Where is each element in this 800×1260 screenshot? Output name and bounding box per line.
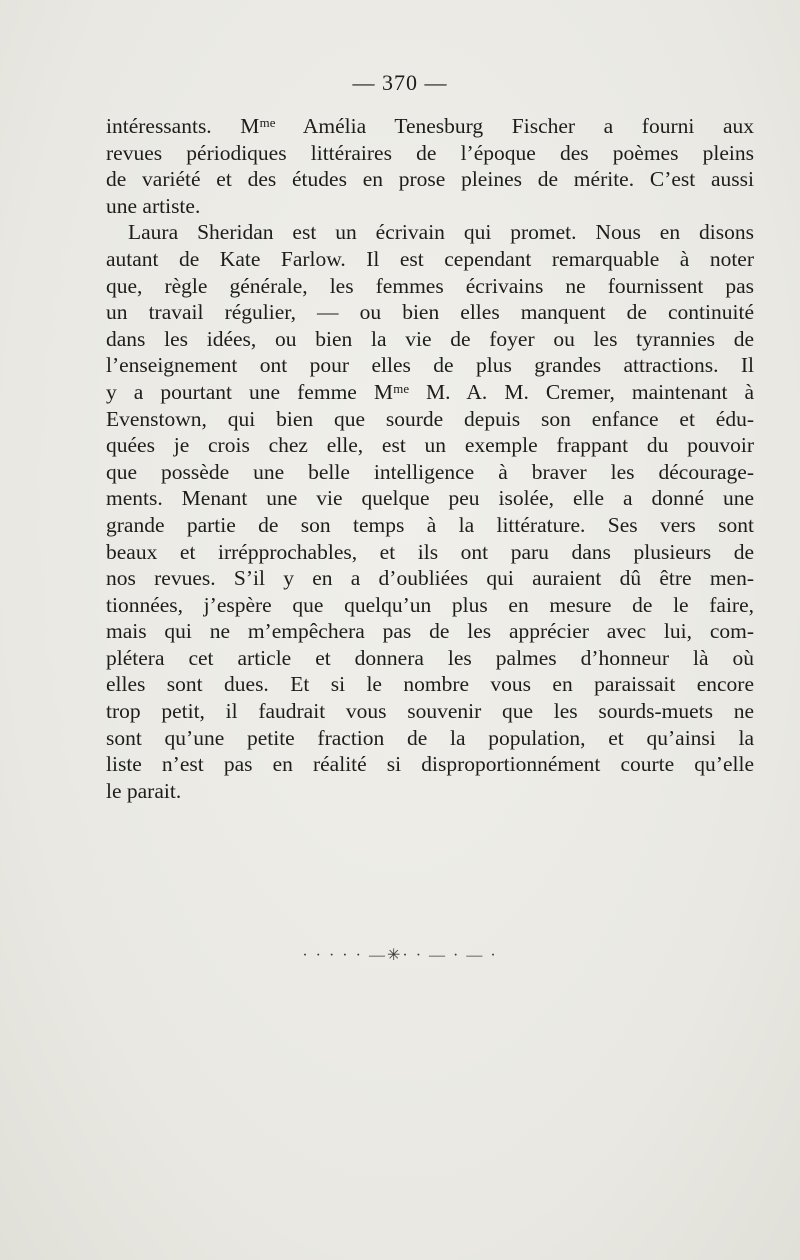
text-line: y a pourtant une femme Mᵐᵉ M. A. M. Cremer, maintenant à — [106, 379, 754, 404]
text-line: intéressants. Mᵐᵉ Amélia Tenesburg Fischer a fourni aux — [106, 114, 754, 138]
text-line: elles sont dues. Et si le nombre vous en paraissait encore — [106, 672, 754, 697]
text-line: plétera cet article et donnera les palmes d’honneur là où — [106, 645, 754, 670]
text-line: ments. Menant une vie quelque peu isolée, elle a donné une — [106, 486, 754, 511]
text-line: liste n’est pas en réalité si disproportionnément courte qu’elle — [106, 752, 754, 777]
text-line: grande partie de son temps à la littérature. Ses vers sont — [106, 512, 754, 537]
body-text — [106, 113, 754, 804]
text-line: de variété et des études en prose pleines de mérite. C’est aussi — [106, 167, 754, 192]
text-line: autant de Kate Farlow. Il est cependant remarquable à noter — [106, 246, 754, 271]
text-line: l’enseignement ont pour elles de plus grandes attractions. Il — [106, 353, 754, 378]
text-line: Evenstown, qui bien que sourde depuis son enfance et édu- — [106, 406, 754, 431]
end-ornament: · · · · · —✳· · — · — · — [302, 947, 498, 964]
text-line: un travail régulier, — ou bien elles manquent de continuité — [106, 300, 754, 325]
text-line: mais qui ne m’empêchera pas de les apprécier avec lui, com- — [106, 619, 754, 644]
text-line: une artiste. — [106, 193, 201, 218]
text-line: que, règle générale, les femmes écrivains ne fournissent pas — [106, 273, 754, 298]
text-line: trop petit, il faudrait vous souvenir que les sourds-muets ne — [106, 699, 754, 724]
text-line: beaux et irrépprochables, et ils ont paru dans plusieurs de — [106, 539, 754, 564]
text-line: nos revues. S’il y en a d’oubliées qui auraient dû être men- — [106, 566, 754, 591]
text-line: que possède une belle intelligence à braver les décourage- — [106, 459, 754, 484]
text-line: le parait. — [106, 778, 182, 803]
text-line: revues périodiques littéraires de l’époque des poèmes pleins — [106, 140, 754, 165]
text-line: Laura Sheridan est un écrivain qui promet. Nous en disons — [128, 220, 754, 245]
page-number: — 370 — — [352, 70, 448, 95]
text-line: quées je crois chez elle, est un exemple frappant du pouvoir — [106, 433, 754, 458]
text-line: tionnées, j’espère que quelqu’un plus en mesure de le faire, — [106, 592, 754, 617]
text-line: dans les idées, ou bien la vie de foyer ou les tyrannies de — [106, 326, 754, 351]
text-line: sont qu’une petite fraction de la population, et qu’ainsi la — [106, 725, 754, 750]
